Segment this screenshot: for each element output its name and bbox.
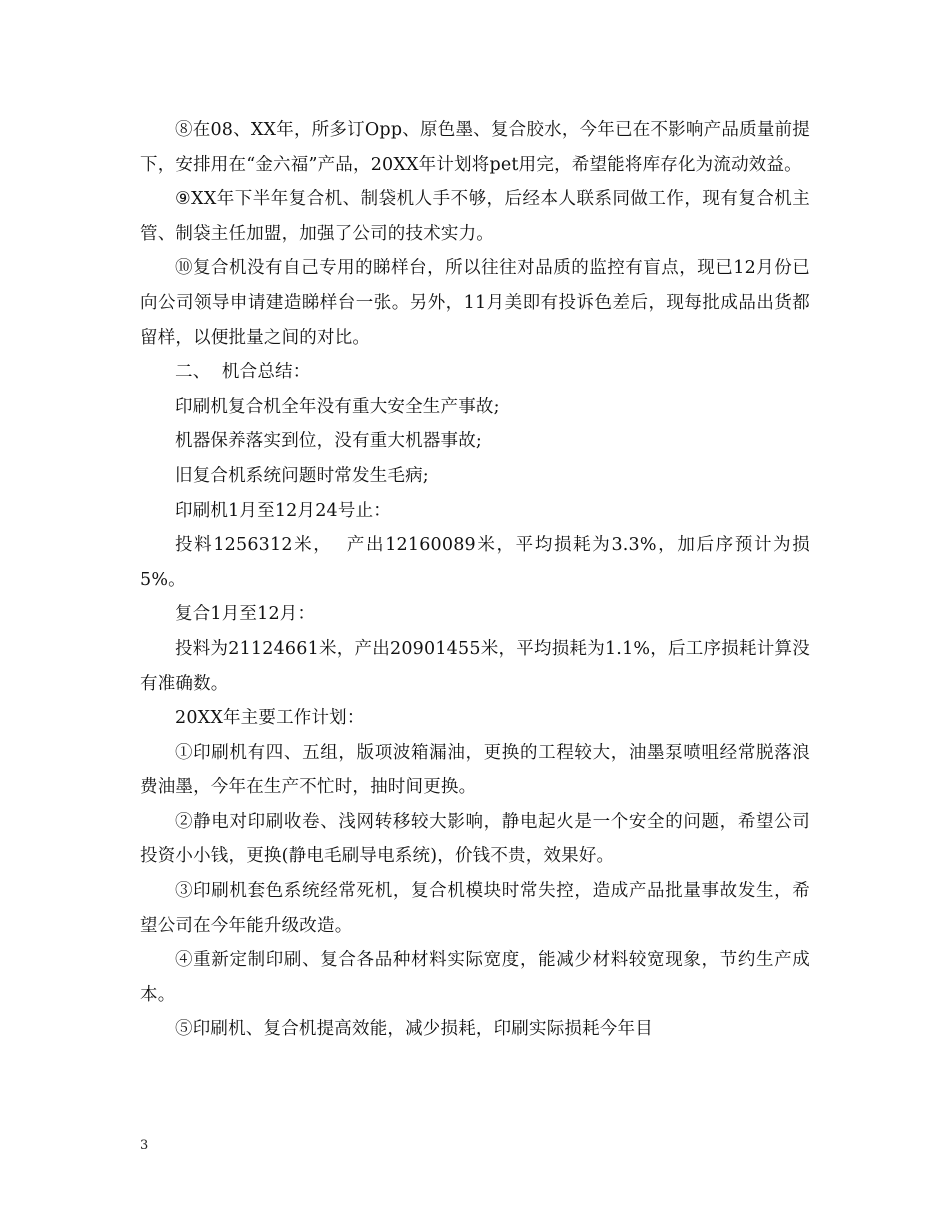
paragraph-item-9: ⑨XX年下半年复合机、制袋机人手不够，后经本人联系同做工作，现有复合机主管、制袋主任加盟，加强了公司的技术实力。 [140, 189, 810, 244]
work-plan-heading: 20XX年主要工作计划： [175, 708, 365, 729]
document-body [140, 113, 810, 1047]
lamination-period-heading: 复合1月至12月： [175, 604, 316, 625]
plan-item-5: ⑤印刷机、复合机提高效能，减少损耗，印刷实际损耗今年目 [175, 1019, 653, 1040]
plan-item-1: ①印刷机有四、五组，版项波箱漏油，更换的工程较大，油墨泵喷咀经常脱落浪费油墨，今年在生产不忙时，抽时间更换。 [140, 742, 810, 798]
section-heading-machine-summary: 二、 机合总结： [175, 362, 311, 383]
paragraph-item-8: ⑧在08、XX年，所多订Opp、原色墨、复合胶水，今年已在不影响产品质量前提下，安排用在“金六福”产品，20XX年计划将pet用完，希望能将库存化为流动效益。 [140, 120, 810, 175]
paragraph-item-10: ⑩复合机没有自己专用的睇样台，所以往往对品质的监控有盲点，现已12月份已向公司领导申请建造睇样台一张。另外，11月美即有投诉色差后，现每批成品出货都留样，以便批量之间的对比。 [140, 258, 810, 348]
plan-item-2: ②静电对印刷收卷、浅网转移较大影响，静电起火是一个安全的问题，希望公司投资小小钱，更换(静电毛刷导电系统)，价钱不贵，效果好。 [140, 811, 810, 867]
plan-item-4: ④重新定制印刷、复合各品种材料实际宽度，能减少材料较宽现象，节约生产成本。 [140, 950, 810, 1005]
summary-line-maintenance: 机器保养落实到位，没有重大机器事故; [175, 431, 482, 452]
printing-period-heading: 印刷机1月至12月24号止： [175, 500, 391, 521]
summary-line-old-system: 旧复合机系统问题时常发生毛病; [175, 465, 429, 486]
plan-item-3: ③印刷机套色系统经常死机，复合机模块时常失控，造成产品批量事故发生，希望公司在今年能升级改造。 [140, 881, 810, 936]
page-number: 3 [140, 1138, 149, 1153]
lamination-loss-data: 投料为21124661米，产出20901455米，平均损耗为1.1%，后工序损耗计算没有准确数。 [140, 638, 810, 694]
summary-line-safety: 印刷机复合机全年没有重大安全生产事故; [175, 396, 500, 417]
printing-loss-data: 投料1256312米， 产出12160089米，平均损耗为3.3%，加后序预计为损5%。 [140, 535, 810, 590]
